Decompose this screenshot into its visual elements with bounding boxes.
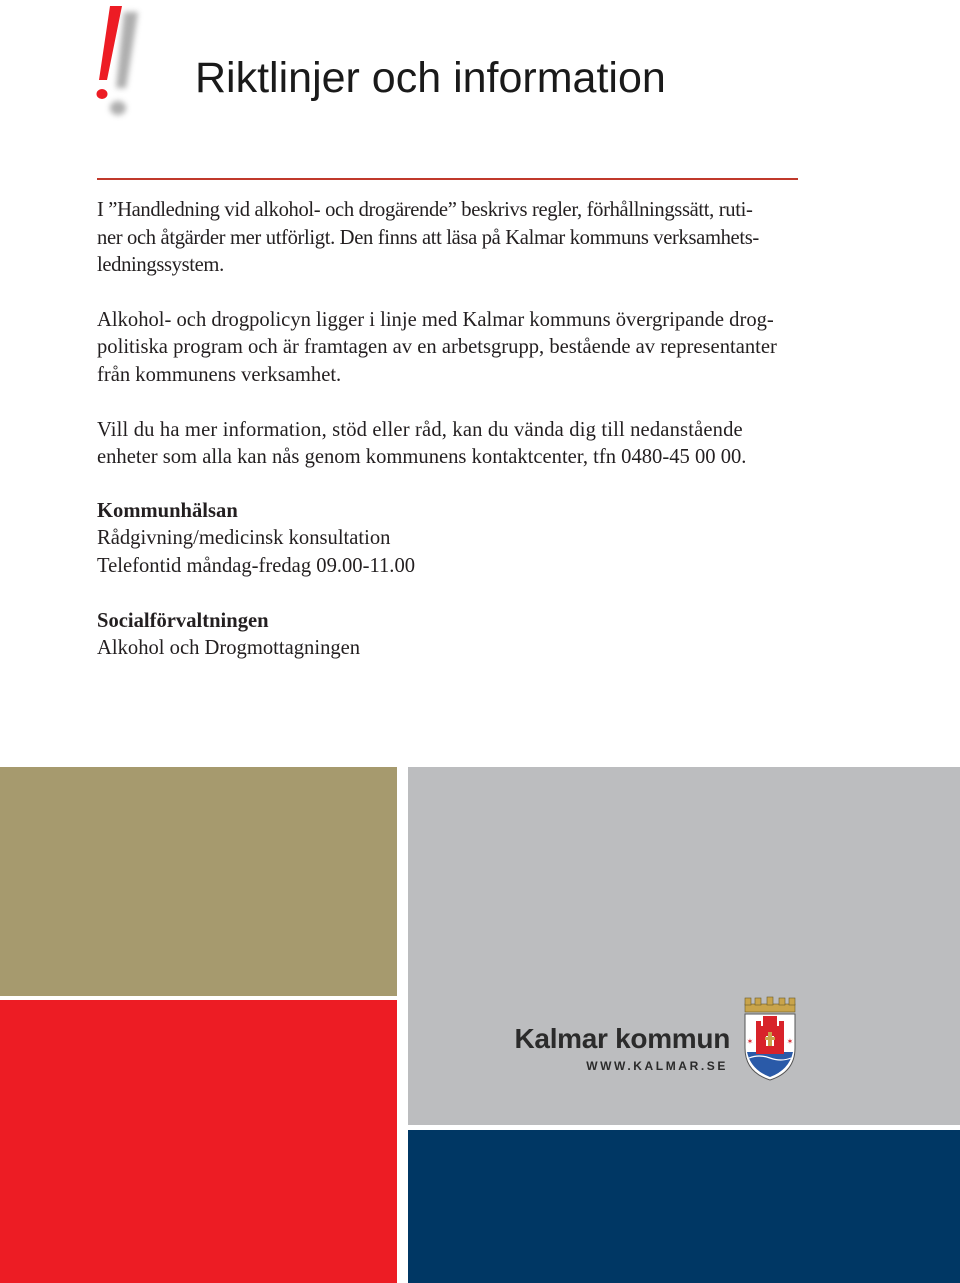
- svg-text:✶: ✶: [746, 1037, 754, 1046]
- title-divider: [97, 178, 798, 180]
- paragraph-information: [97, 417, 802, 472]
- blue-block: [408, 1130, 960, 1283]
- body-text: [97, 197, 802, 663]
- text-line: Alkohol- och drogpolicyn ligger i linje med Kalmar kommuns övergripande drog-: [97, 308, 774, 331]
- contact-socialforvaltningen: [97, 608, 802, 663]
- page-title: Riktlinjer och information: [195, 54, 666, 102]
- svg-text:✶: ✶: [786, 1037, 794, 1046]
- text-line: politiska program och är framtagen av en arbetsgrupp, bestående av representanter: [97, 336, 777, 359]
- contact-line: Rådgivning/medicinsk konsultation: [97, 527, 391, 550]
- contact-kommunhalsan: [97, 498, 802, 581]
- logo-name: Kalmar kommun: [514, 1023, 730, 1054]
- contact-heading: Socialförvaltningen: [97, 609, 269, 632]
- coat-of-arms-icon: [741, 996, 799, 1082]
- exclamation-icon: [86, 0, 156, 125]
- contact-heading: Kommunhälsan: [97, 499, 238, 522]
- text-line: I ”Handledning vid alkohol- och drogärende” beskrivs regler, förhållningssätt, ruti-: [97, 199, 753, 221]
- olive-block: [0, 767, 397, 996]
- text-line: ner och åtgärder mer utförligt. Den finns att läsa på Kalmar kommuns verksamhets-: [97, 226, 759, 249]
- text-line: Vill du ha mer information, stöd eller råd, kan du vända dig till nedanstående: [97, 418, 743, 441]
- contact-line: Alkohol och Drogmottagningen: [97, 637, 361, 660]
- contact-line: Telefontid måndag-fredag 09.00-11.00: [97, 554, 416, 577]
- text-line: ledningssystem.: [97, 254, 224, 277]
- red-block: [0, 1000, 397, 1283]
- logo-url: WWW.KALMAR.SE: [586, 1059, 728, 1073]
- paragraph-policy: [97, 307, 802, 390]
- text-line: enheter som alla kan nås genom kommunens kontaktcenter, tfn 0480-45 00 00.: [97, 446, 747, 469]
- paragraph-handledning: [97, 197, 802, 280]
- text-line: från kommunens verksamhet.: [97, 363, 342, 386]
